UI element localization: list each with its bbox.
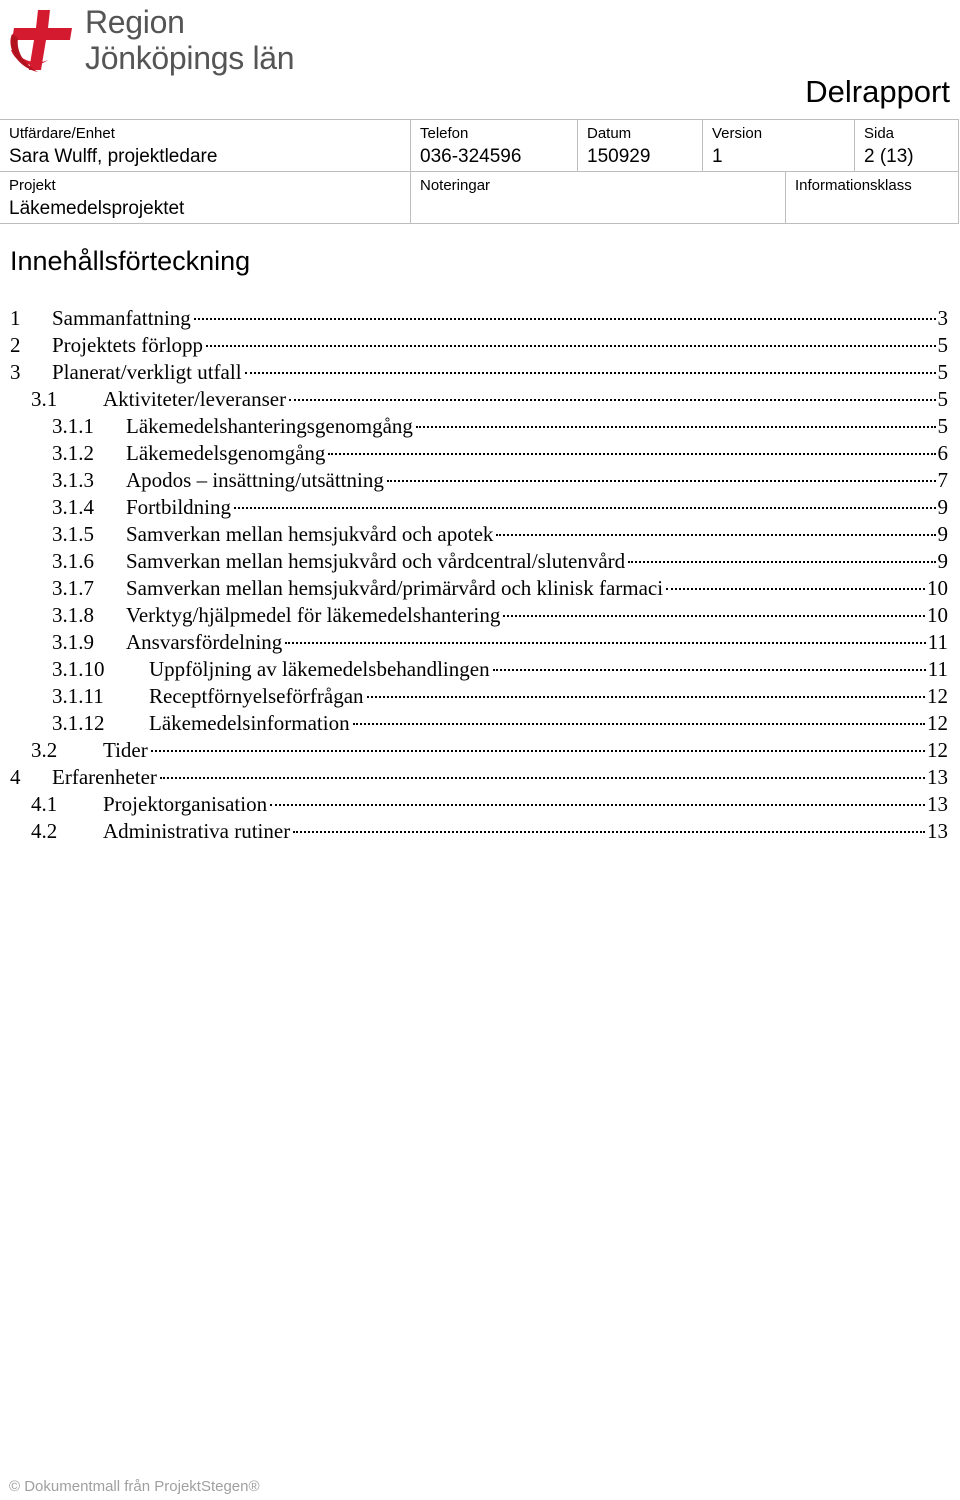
version-value: 1 (712, 146, 723, 167)
toc-entry[interactable] (0, 440, 960, 467)
toc-entry-body (103, 791, 948, 818)
toc-dot-leader (353, 723, 925, 725)
toc-entry-body (126, 521, 948, 548)
page-label: Sida (864, 125, 895, 142)
toc-entry-page: 13 (927, 819, 948, 843)
toc-entry-number: 4.2 (31, 819, 58, 843)
toc-entry-page: 10 (927, 603, 948, 627)
toc-entry-title: Samverkan mellan hemsjukvård och apotek (126, 522, 494, 546)
toc-entry-title: Samverkan mellan hemsjukvård/primärvård och klinisk farmaci (126, 576, 664, 600)
toc-entry-number: 3.1.2 (52, 441, 94, 465)
toc-dot-leader (285, 642, 925, 644)
toc-dot-leader (387, 480, 936, 482)
toc-entry-body (126, 413, 948, 440)
toc-entry-body (52, 305, 948, 332)
version-label: Version (712, 125, 763, 142)
toc-entry-number: 3.2 (31, 738, 58, 762)
header-row-2 (0, 171, 959, 224)
toc-dot-leader (234, 507, 935, 509)
issuer-cell (0, 120, 410, 171)
toc-entry-page: 12 (927, 738, 948, 762)
toc-entry-page: 5 (937, 360, 948, 384)
date-label: Datum (587, 125, 632, 142)
toc-dot-leader (493, 669, 926, 671)
page-value: 2 (13) (864, 146, 914, 167)
toc-entry-number: 2 (10, 333, 21, 357)
toc-entry-number: 3.1.10 (52, 657, 105, 681)
logo-text (85, 4, 294, 76)
toc-entry-body (103, 737, 948, 764)
toc-entry-body (126, 494, 948, 521)
toc-entry-page: 10 (927, 576, 948, 600)
toc-entry-title: Samverkan mellan hemsjukvård och vårdcentral/slutenvård (126, 549, 626, 573)
toc-entry[interactable] (0, 575, 960, 602)
toc-dot-leader (293, 831, 925, 833)
toc-dot-leader (367, 696, 925, 698)
table-of-contents (0, 305, 960, 845)
toc-entry-body (149, 656, 948, 683)
toc-entry-number: 3 (10, 360, 21, 384)
toc-entry-title: Projektets förlopp (52, 333, 204, 357)
document-type-title: Delrapport (805, 74, 950, 109)
toc-entry-body (126, 602, 948, 629)
toc-entry-title: Planerat/verkligt utfall (52, 360, 242, 384)
toc-entry-title: Administrativa rutiner (103, 819, 291, 843)
toc-entry-page: 12 (927, 684, 948, 708)
footer-template-note: © Dokumentmall från ProjektStegen® (9, 1478, 260, 1495)
toc-entry[interactable] (0, 710, 960, 737)
toc-entry-title: Projektorganisation (103, 792, 268, 816)
toc-entry[interactable] (0, 602, 960, 629)
toc-entry[interactable] (0, 548, 960, 575)
toc-dot-leader (245, 372, 936, 374)
info-class-label: Informationsklass (795, 177, 912, 194)
toc-dot-leader (328, 453, 935, 455)
toc-entry-body (149, 683, 948, 710)
toc-entry-title: Tider (103, 738, 148, 762)
toc-dot-leader (289, 399, 935, 401)
toc-dot-leader (628, 561, 935, 563)
region-logo (8, 4, 298, 76)
toc-entry-number: 3.1 (31, 387, 58, 411)
toc-entry-page: 9 (937, 522, 948, 546)
toc-entry-body (149, 710, 948, 737)
toc-entry-title: Läkemedelshanteringsgenomgång (126, 414, 413, 438)
toc-entry-title: Fortbildning (126, 495, 232, 519)
info-class-cell (785, 172, 959, 223)
toc-entry-body (52, 764, 948, 791)
toc-entry-title: Läkemedelsgenomgång (126, 441, 326, 465)
notes-label: Noteringar (420, 177, 491, 194)
toc-entry-body (52, 332, 948, 359)
project-value: Läkemedelsprojektet (9, 198, 185, 219)
issuer-value: Sara Wulff, projektledare (9, 146, 218, 167)
toc-entry[interactable] (0, 737, 960, 764)
toc-entry-title: Erfarenheter (52, 765, 157, 789)
project-cell (0, 172, 410, 223)
toc-entry[interactable] (0, 764, 960, 791)
toc-entry[interactable] (0, 494, 960, 521)
toc-entry-title: Receptförnyelseförfrågan (149, 684, 364, 708)
toc-entry-page: 6 (937, 441, 948, 465)
toc-entry-number: 3.1.5 (52, 522, 94, 546)
toc-entry-body (103, 818, 948, 845)
toc-entry[interactable] (0, 386, 960, 413)
toc-dot-leader (503, 615, 925, 617)
toc-entry-title: Verktyg/hjälpmedel för läkemedelshantering (126, 603, 501, 627)
toc-dot-leader (666, 588, 925, 590)
toc-entry-page: 9 (937, 495, 948, 519)
toc-entry[interactable] (0, 683, 960, 710)
toc-heading: Innehållsförteckning (10, 246, 251, 276)
toc-entry-body (126, 575, 948, 602)
toc-entry-title: Sammanfattning (52, 306, 191, 330)
toc-entry-number: 4 (10, 765, 21, 789)
toc-entry[interactable] (0, 818, 960, 845)
toc-entry-body (52, 359, 948, 386)
toc-entry-number: 1 (10, 306, 21, 330)
toc-entry-page: 3 (937, 306, 948, 330)
toc-entry-number: 4.1 (31, 792, 58, 816)
toc-entry-number: 3.1.8 (52, 603, 94, 627)
toc-entry[interactable] (0, 629, 960, 656)
document-header-table (0, 119, 959, 224)
toc-entry-page: 11 (927, 630, 948, 654)
toc-entry-page: 5 (937, 387, 948, 411)
toc-entry[interactable] (0, 791, 960, 818)
logo-line-1: Region (85, 4, 185, 40)
logo-line-2: Jönköpings län (85, 40, 295, 76)
toc-entry-number: 3.1.12 (52, 711, 105, 735)
phone-value: 036-324596 (420, 146, 522, 167)
toc-entry[interactable] (0, 521, 960, 548)
toc-entry[interactable] (0, 332, 960, 359)
toc-entry-page: 5 (937, 414, 948, 438)
toc-entry-title: Aktiviteter/leveranser (103, 387, 287, 411)
toc-entry-number: 3.1.6 (52, 549, 94, 573)
cross-heart-logo-icon (8, 8, 76, 74)
date-value: 150929 (587, 146, 651, 167)
toc-entry-body (126, 548, 948, 575)
toc-entry-title: Läkemedelsinformation (149, 711, 350, 735)
toc-entry[interactable] (0, 656, 960, 683)
page-cell (854, 120, 959, 171)
toc-entry-title: Uppföljning av läkemedelsbehandlingen (149, 657, 490, 681)
toc-entry[interactable] (0, 413, 960, 440)
toc-entry[interactable] (0, 305, 960, 332)
toc-dot-leader (496, 534, 935, 536)
toc-entry[interactable] (0, 467, 960, 494)
toc-entry-page: 9 (937, 549, 948, 573)
toc-entry-page: 13 (927, 765, 948, 789)
toc-entry-body (103, 386, 948, 413)
toc-dot-leader (194, 318, 936, 320)
toc-entry-page: 5 (937, 333, 948, 357)
notes-cell (410, 172, 785, 223)
toc-dot-leader (151, 750, 925, 752)
toc-entry-number: 3.1.9 (52, 630, 94, 654)
toc-entry-body (126, 629, 948, 656)
date-cell (577, 120, 702, 171)
toc-entry-number: 3.1.3 (52, 468, 94, 492)
toc-entry-title: Apodos – insättning/utsättning (126, 468, 384, 492)
toc-dot-leader (270, 804, 925, 806)
toc-entry-number: 3.1.1 (52, 414, 94, 438)
toc-entry-number: 3.1.11 (52, 684, 104, 708)
toc-entry-page: 11 (927, 657, 948, 681)
toc-dot-leader (160, 777, 925, 779)
toc-entry-number: 3.1.7 (52, 576, 94, 600)
toc-entry-body (126, 467, 948, 494)
toc-dot-leader (416, 426, 936, 428)
toc-entry[interactable] (0, 359, 960, 386)
toc-entry-page: 12 (927, 711, 948, 735)
header-row-1 (0, 119, 959, 171)
toc-dot-leader (206, 345, 935, 347)
toc-entry-body (126, 440, 948, 467)
version-cell (702, 120, 854, 171)
project-label: Projekt (9, 177, 56, 194)
toc-entry-title: Ansvarsfördelning (126, 630, 283, 654)
toc-entry-page: 13 (927, 792, 948, 816)
phone-label: Telefon (420, 125, 469, 142)
toc-entry-page: 7 (937, 468, 948, 492)
toc-entry-number: 3.1.4 (52, 495, 94, 519)
issuer-label: Utfärdare/Enhet (9, 125, 115, 142)
phone-cell (410, 120, 577, 171)
